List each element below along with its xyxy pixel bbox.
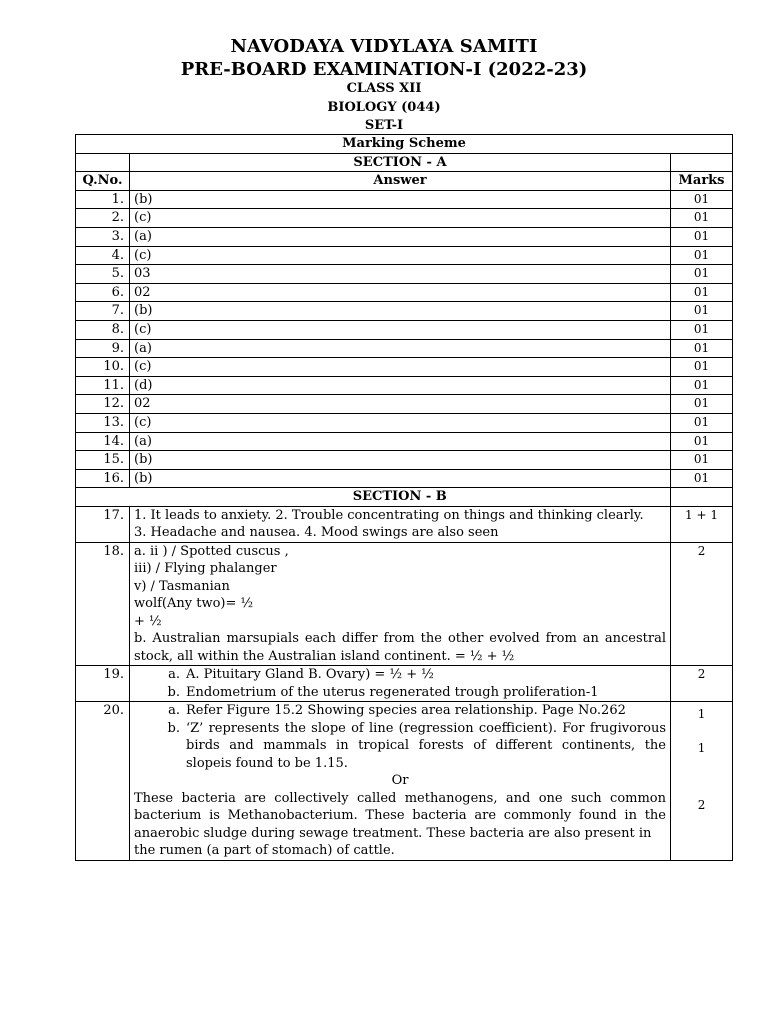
sub-text: A. Pituitary Gland B. Ovary) = ½ + ½ (186, 667, 434, 683)
answer: 02 (130, 283, 671, 302)
qno: 9. (76, 339, 130, 358)
answer: (b) (130, 451, 671, 470)
answer-18-line: v) / Tasmanian (134, 578, 230, 594)
answer-18-line: a. ii ) / Spotted cuscus , (134, 543, 289, 559)
table-row (76, 395, 733, 414)
org-title: NAVODAYA VIDYLAYA SAMITI (230, 36, 538, 57)
answer: (b) (130, 302, 671, 321)
sub-label: b. (167, 720, 180, 736)
set-label: SET-I (364, 118, 404, 133)
table-title: Marking Scheme (76, 135, 733, 154)
qno: 16. (76, 469, 130, 488)
qno: 10. (76, 358, 130, 377)
answer: (c) (130, 320, 671, 339)
table-row (76, 376, 733, 395)
answer: (a) (130, 227, 671, 246)
question-18-row (76, 542, 733, 666)
marks: 01 (671, 227, 733, 246)
table-row (76, 320, 733, 339)
question-20-row (76, 702, 733, 861)
qno: 4. (76, 246, 130, 265)
sub-text: ‘Z’ represents the slope of line (regression coefficient). For frugivorous birds and mammals in tropical forests of different continents, the slopeis found to be 1.15. (186, 720, 666, 771)
qno: 19. (76, 666, 130, 702)
qno: 2. (76, 209, 130, 228)
marks: 01 (671, 413, 733, 432)
table-row (76, 190, 733, 209)
marks-20 (671, 702, 733, 861)
marks: 01 (671, 358, 733, 377)
table-row (76, 227, 733, 246)
table-row (76, 339, 733, 358)
marks-20-a: 1 (697, 707, 706, 722)
answer: (a) (130, 432, 671, 451)
marks: 01 (671, 469, 733, 488)
marks: 01 (671, 246, 733, 265)
qno: 3. (76, 227, 130, 246)
table-title-row (76, 135, 733, 154)
qno: 7. (76, 302, 130, 321)
section-a-row (76, 153, 733, 172)
section-b-row (76, 488, 733, 507)
table-row (76, 413, 733, 432)
sub-label: a. (168, 667, 180, 683)
answer-19 (130, 666, 671, 702)
answer: 02 (130, 395, 671, 414)
marks: 01 (671, 320, 733, 339)
marks: 01 (671, 283, 733, 302)
or-divider: Or (391, 773, 409, 789)
col-header-qno: Q.No. (76, 172, 130, 191)
table-row (76, 283, 733, 302)
sub-label: a. (168, 703, 180, 719)
question-19-row (76, 666, 733, 702)
subject-label: BIOLOGY (044) (327, 100, 441, 115)
qno: 18. (76, 542, 130, 666)
answer: (c) (130, 413, 671, 432)
sub-text: Endometrium of the uterus regenerated trough proliferation-1 (186, 684, 599, 700)
answer-20-alt-last: the rumen (a part of stomach) of cattle. (134, 843, 395, 859)
marks: 01 (671, 339, 733, 358)
qno: 6. (76, 283, 130, 302)
marks: 01 (671, 302, 733, 321)
answer-18 (130, 542, 671, 666)
qno: 17. (76, 506, 130, 542)
marks: 01 (671, 190, 733, 209)
answer-18-para: b. Australian marsupials each differ from the other evolved from an ancestral stock, all within the Australian island continent. = ½ + ½ (134, 631, 666, 664)
answer-19-b (134, 684, 666, 702)
marks: 01 (671, 451, 733, 470)
marks: 01 (671, 265, 733, 284)
answer: (d) (130, 376, 671, 395)
sub-text: Refer Figure 15.2 Showing species area relationship. Page No.262 (186, 703, 626, 719)
marks-18: 2 (671, 542, 733, 666)
answer-18-line: wolf(Any two)= ½ (134, 596, 254, 612)
sub-label: b. (167, 684, 180, 700)
qno: 11. (76, 376, 130, 395)
answer-17-line1: 1. It leads to anxiety. 2. Trouble concentrating on things and thinking clearly. (134, 507, 644, 523)
marks: 01 (671, 432, 733, 451)
marks: 01 (671, 376, 733, 395)
answer: 03 (130, 265, 671, 284)
answer-18-line: + ½ (134, 613, 162, 629)
table-row (76, 358, 733, 377)
col-header-marks: Marks (671, 172, 733, 191)
question-17-row (76, 506, 733, 542)
class-label: CLASS XII (346, 81, 422, 96)
exam-title: PRE-BOARD EXAMINATION-I (2022-23) (180, 59, 588, 80)
answer-19-a (134, 666, 666, 684)
marking-scheme-table (75, 134, 733, 861)
table-row (76, 302, 733, 321)
qno: 15. (76, 451, 130, 470)
table-row (76, 265, 733, 284)
marks: 01 (671, 209, 733, 228)
answer: (b) (130, 190, 671, 209)
answer: (c) (130, 209, 671, 228)
answer: (c) (130, 358, 671, 377)
qno: 20. (76, 702, 130, 861)
answer-18-line: iii) / Flying phalanger (134, 561, 277, 577)
marks-20-b: 1 (697, 740, 706, 755)
answer: (a) (130, 339, 671, 358)
marks-17: 1 + 1 (671, 506, 733, 542)
marks: 01 (671, 395, 733, 414)
table-row (76, 469, 733, 488)
section-b-heading: SECTION - B (130, 488, 671, 507)
column-header-row (76, 172, 733, 191)
answer: (c) (130, 246, 671, 265)
col-header-answer: Answer (130, 172, 671, 191)
qno: 5. (76, 265, 130, 284)
table-row (76, 209, 733, 228)
answer-20-a (134, 702, 666, 720)
marks-19: 2 (671, 666, 733, 702)
table-row (76, 451, 733, 470)
qno: 1. (76, 190, 130, 209)
answer-17 (130, 506, 671, 542)
qno: 12. (76, 395, 130, 414)
qno: 8. (76, 320, 130, 339)
answer: (b) (130, 469, 671, 488)
qno: 14. (76, 432, 130, 451)
answer-17-line2: 3. Headache and nausea. 4. Mood swings are also seen (134, 525, 499, 541)
section-a-heading: SECTION - A (130, 153, 671, 172)
answer-20-b (134, 720, 666, 773)
answer-20-alt-para: These bacteria are collectively called methanogens, and one such common bacterium is Methanobacterium. These bacteria are commonly found in the anaerobic sludge during sewage treatment. These bacteria are also present in (134, 790, 666, 841)
marks-20-or: 2 (697, 798, 706, 813)
table-row (76, 246, 733, 265)
qno: 13. (76, 413, 130, 432)
table-row (76, 432, 733, 451)
answer-20 (130, 702, 671, 861)
